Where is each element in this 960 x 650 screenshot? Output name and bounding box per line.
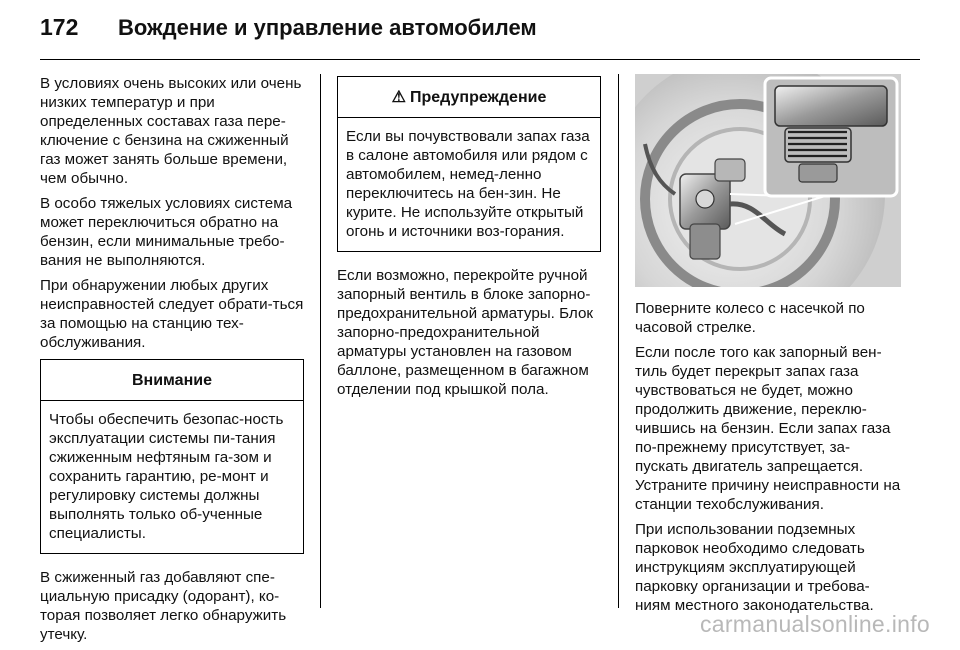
header-divider: [40, 59, 920, 60]
column-divider: [618, 74, 619, 608]
paragraph: Если после того как запорный вен-тиль будет перекрыт запах газа чувствоваться не будет, можно продолжить движение, переклю-чившись на бензин. Если запах газа по-прежнему присутствует, за-пускать двигатель запрещается. Устраните причину неисправности на станции техобслуживания.: [635, 344, 901, 513]
caution-text: Чтобы обеспечить безопас-ность эксплуатации системы пи-тания сжиженным нефтяным га-зом и сохранить гарантию, ре-монт и регулировку системы должны выполнять только об-ученные специалисты.: [49, 411, 284, 542]
warning-header: [338, 77, 600, 118]
paragraph: В условиях очень высоких или очень низких температур и при определенных составах газа пере-ключение с бензина на сжиженный газ может занять больше времени, чем обычно.: [40, 75, 302, 187]
warning-text: Если вы почувствовали запах газа в салоне автомобиля или рядом с автомобилем, немед-ленно переключитесь на бен-зин. Не курите. Не используйте открытый огонь и источники воз-горания.: [346, 128, 590, 240]
paragraph: При использовании подземных парковок необходимо следовать инструкциям эксплуатирующей парковку организации и требова-ниям местного законодательства.: [635, 521, 874, 614]
caution-box: [40, 359, 304, 554]
page-title: Вождение и управление автомобилем: [118, 15, 537, 40]
column-2: [337, 74, 601, 405]
paragraph: Поверните колесо с насечкой по часовой стрелке.: [635, 300, 865, 336]
warning-box: [337, 76, 601, 252]
page-header: [40, 14, 537, 54]
watermark: carmanualsonline.info: [699, 611, 930, 637]
column-3: [635, 74, 901, 621]
gas-valve-illustration-icon: [635, 74, 901, 287]
warning-title: Предупреждение: [410, 88, 547, 106]
warning-triangle-icon: ⚠: [391, 88, 406, 106]
column-1: [40, 74, 304, 650]
paragraph: В сжиженный газ добавляют спе-циальную присадку (одорант), ко-торая позволяет легко обнаружить утечку.: [40, 569, 287, 643]
paragraph: Если возможно, перекройте ручной запорный вентиль в блоке запорно-предохранительной арматуры. Блок запорно-предохранительной арматуры установлен на газовом баллоне, размещенном в багажном отделении под крышкой пола.: [337, 267, 594, 398]
page-number: 172: [40, 14, 79, 40]
paragraph: При обнаружении любых других неисправностей следует обрати-ться за помощью на станцию тех-обслуживания.: [40, 277, 304, 351]
column-divider: [320, 74, 321, 608]
paragraph: В особо тяжелых условиях система может переключиться обратно на бензин, если минимальные требо-вания не выполняются.: [40, 195, 293, 269]
caution-title: Внимание: [41, 360, 303, 401]
